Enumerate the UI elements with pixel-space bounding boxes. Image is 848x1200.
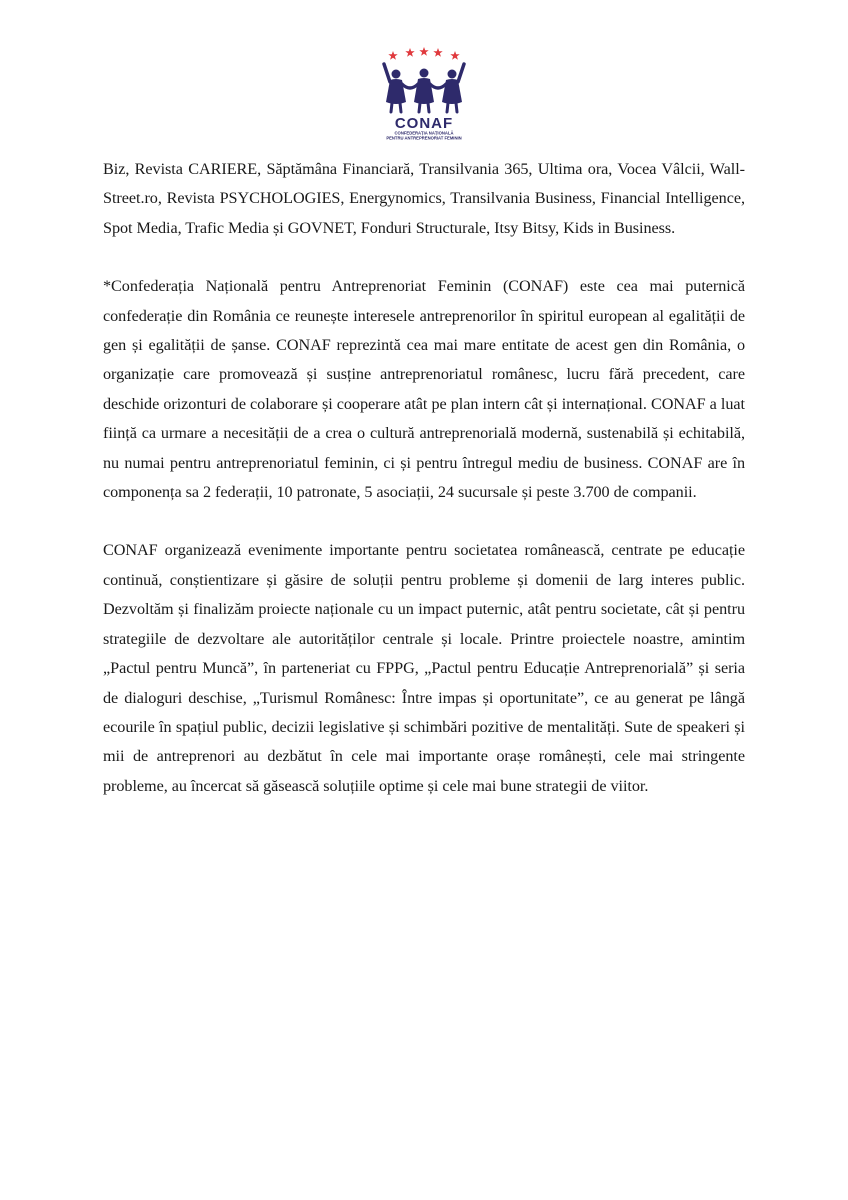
logo-subtitle-line1: CONFEDERAȚIA NAȚIONALĂ xyxy=(394,130,454,136)
logo-stars-icon xyxy=(388,47,459,60)
paragraph-conaf-events: CONAF organizează evenimente importante pentru societatea românească, centrate pe educație continuă, conștientizare și găsire de soluții pentru probleme și domenii de larg interes public. Dezvoltăm și finalizăm proiecte naționale cu un impact puternic, atât pentru societate, cât și pentru strategiile de dezvoltare ale autorităților centrale și locale. Printre proiectele noastre, amintim „Pactul pentru Muncă”, în parteneriat cu FPPG, „Pactul pentru Educație Antreprenorială” și seria de dialoguri deschise, „Turismul Românesc: Între impas și oportunitate”, ce au generat pe lângă ecourile în spațiul public, decizii legislative și schimbări pozitive de mentalități. Sute de speakeri și mii de antreprenori au dezbătut în cele mai importante orașe românești, cele mai stringente probleme, au încercat să găsească soluțiile optime și cele mai bune strategii de viitor. xyxy=(103,541,745,795)
logo-subtitle-line2: PENTRU ANTREPRENORIAT FEMININ xyxy=(386,135,462,141)
document-body xyxy=(103,155,745,801)
paragraph-about-conaf: *Confederația Națională pentru Antreprenoriat Feminin (CONAF) este cea mai puternică confederație din România ce reunește interesele antreprenorilor în spiritul european al egalității de gen și egalității de șanse. CONAF reprezintă cea mai mare entitate de acest gen din România, o organizație care promovează și susține antreprenoriatul românesc, lucru fără precedent, care deschide orizonturi de colaborare și cooperare atât pe plan intern cât și internațional. CONAF a luat ființă ca urmare a necesității de a crea o cultură antreprenorială modernă, sustenabilă și echitabilă, nu numai pentru antreprenoriatul feminin, ci și pentru întregul mediu de business. CONAF are în componența sa 2 federații, 10 patronate, 5 asociații, 24 sucursale și peste 3.700 de companii. xyxy=(103,277,745,502)
logo-wordmark: CONAF xyxy=(394,115,454,132)
conaf-logo xyxy=(378,46,470,142)
paragraph-media-partners: Biz, Revista CARIERE, Săptămâna Financiară, Transilvania 365, Ultima ora, Vocea Vâlcii, Wall-Street.ro, Revista PSYCHOLOGIES, Energynomics, Transilvania Business, Financial Intelligence, Spot Media, Trafic Media și GOVNET, Fonduri Structurale, Itsy Bitsy, Kids in Business. xyxy=(103,160,745,237)
logo-figures-icon xyxy=(384,64,464,112)
